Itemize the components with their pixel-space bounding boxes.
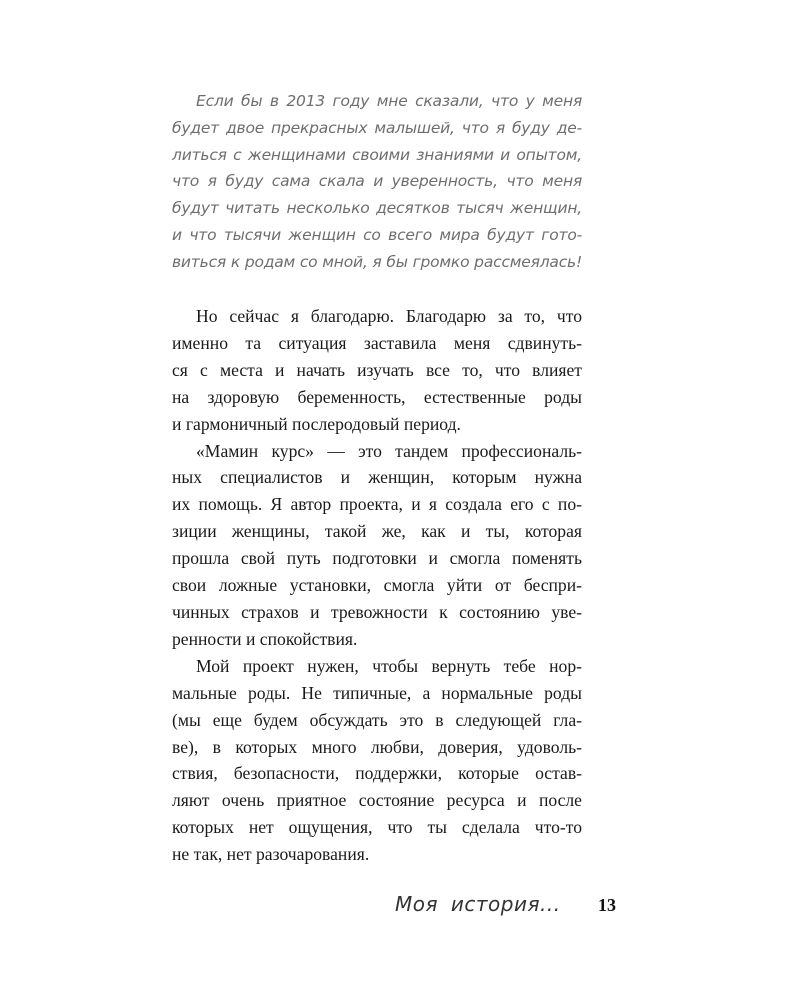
paragraph-line: ляют очень приятное состояние ресурса и после: [172, 790, 582, 811]
running-title: Моя история...: [395, 892, 561, 916]
paragraph-line: свои ложные установки, смогла уйти от беспри-: [172, 575, 582, 596]
paragraph-line: прошла свой путь подготовки и смогла поменять: [172, 548, 582, 569]
paragraph-line: Но сейчас я благодарю. Благодарю за то, что: [196, 306, 582, 326]
paragraph-line: ствия, безопасности, поддержки, которые остав-: [172, 763, 582, 784]
paragraph-line: Мой проект нужен, чтобы вернуть тебе нор-: [196, 655, 582, 676]
paragraph-line: ренности и спокойствия.: [172, 628, 358, 649]
paragraph-line: ве), в которых много любви, доверия, удоволь-: [172, 736, 582, 757]
paragraph-line: ся с места и начать изучать все то, что влияет: [172, 359, 582, 380]
paragraph-line: ных специалистов и женщин, которым нужна: [172, 467, 582, 488]
paragraph-line: и гармоничный послеродовый период.: [172, 413, 461, 434]
quote-line: Если бы в 2013 году мне сказали, что у меня: [196, 92, 582, 110]
quote-line: виться к родам со мной, я бы громко рассмеялась!: [172, 252, 582, 271]
paragraph-line: не так, нет разочарования.: [172, 844, 370, 865]
quote-line: будет двое прекрасных малышей, что я буду де-: [172, 118, 582, 137]
page-number: 13: [598, 895, 616, 915]
paragraph-line: (мы еще будем обсуждать это в следующей гла-: [172, 709, 582, 730]
quote-line: будут читать несколько десятков тысяч женщин,: [172, 199, 582, 218]
quote-line: и что тысячи женщин со всего мира будут гото-: [172, 225, 582, 244]
paragraph-line: на здоровую беременность, естественные роды: [172, 386, 582, 407]
quote-line: литься с женщинами своими знаниями и опытом,: [172, 145, 582, 164]
paragraph-line: мальные роды. Не типичные, а нормальные роды: [172, 682, 582, 703]
paragraph-line: которых нет ощущения, что ты сделала что-то: [172, 817, 582, 838]
quote-line: что я буду сама скала и уверенность, что меня: [172, 172, 582, 191]
paragraph-line: их помощь. Я автор проекта, и я создала его с по-: [172, 494, 582, 515]
epigraph-quote: [172, 88, 582, 276]
body-text: [172, 303, 582, 868]
paragraph-line: зиции женщины, такой же, как и ты, которая: [172, 521, 582, 542]
paragraph-line: «Мамин курс» — это тандем профессиональ-: [196, 440, 582, 461]
paragraph-line: именно та ситуация заставила меня сдвинуть-: [172, 332, 582, 353]
paragraph-line: чинных страхов и тревожности к состоянию уве-: [172, 601, 582, 622]
